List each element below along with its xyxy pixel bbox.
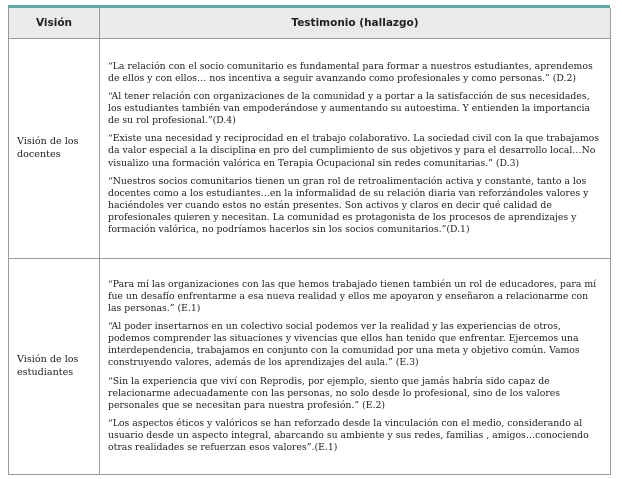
quote-e1-a: “Para mí las organizaciones con las que hemos trabajado tienen también un rol de educadores, para mí fue un desafío enfrentarme a esa nueva realidad y ellos me apoyaron y enseñaron a relacionarme con las personas.” (E.1) xyxy=(108,278,597,315)
table-header-row xyxy=(9,8,611,39)
table-row-estudiantes xyxy=(9,259,611,475)
quote-d4: “Al tener relación con organizaciones de la comunidad y a portar a la satisfacción de sus necesidades, los estudiantes también van empoderándose y aumentando su autoestima. Y entienden la importancia de su rol profesional.”(D.4) xyxy=(108,91,591,127)
testimonies-estudiantes xyxy=(100,259,611,475)
header-testimonio: Testimonio (hallazgo) xyxy=(100,8,611,39)
row-label-docentes: Visión de los docentes xyxy=(9,39,100,259)
row-label-estudiantes: Visión de los estudiantes xyxy=(9,259,100,475)
quote-d2: “La relación con el socio comunitario es fundamental para formar a nuestros estudiantes, aprendemos de ellos y con ellos… nos incentiva a seguir avanzando como profesionales y como personas.” (D.2) xyxy=(108,60,593,84)
table-row-docentes xyxy=(9,39,611,259)
quote-e1-b: “Los aspectos éticos y valóricos se han reforzado desde la vinculación con el medio, considerando al usuario desde un aspecto integral, abarcando su ambiente y sus redes, familias , amigos…conociendo otras realidades se refuerzan esos valores”.(E.1) xyxy=(108,417,589,454)
quote-d1: “Nuestros socios comunitarios tienen un gran rol de retroalimentación activa y constante, tanto a los docentes como a los estudiantes…en la informalidad de su relación diaria van reforzándoles valores y haciéndoles ver cuando estos no están presentes. Son activos y claros en decir qué calidad de profesionales quieren y necesitan. La comunidad es protagonista de los procesos de aprendizajes y formación valórica, no podríamos hacerlos sin los socios comunitarios.”(D.1) xyxy=(108,175,589,236)
quote-e3: “Al poder insertarnos en un colectivo social podemos ver la realidad y las experiencias de otros, podemos comprender las situaciones y vivencias que ellos han tenido que enfrentar. Ejercemos una interdependencia, trabajamos en conjunto con la comunidad por una meta y objetivo común. Vamos construyendo valores, además de los aprendizajes del aula.” (E.3) xyxy=(108,321,580,369)
header-vision: Visión xyxy=(9,8,100,39)
quote-d3: “Existe una necesidad y reciprocidad en el trabajo colaborativo. La sociedad civil con la que trabajamos da valor especial a la disciplina en pro del cumplimiento de sus objetivos y para el desarrollo local…No visualizo una formación valórica en Terapia Ocupacional sin redes comunitarias.” (D.3) xyxy=(108,133,600,169)
findings-table xyxy=(8,8,611,475)
quote-e2: “Sin la experiencia que viví con Reprodis, por ejemplo, siento que jamás habría sido capaz de relacionarme adecuadamente con las personas, no solo desde lo profesional, sino de los valores personales que se necesitan para nuestra profesión.” (E.2) xyxy=(108,375,561,411)
testimonies-docentes xyxy=(100,39,611,259)
findings-table-wrapper xyxy=(8,5,610,475)
